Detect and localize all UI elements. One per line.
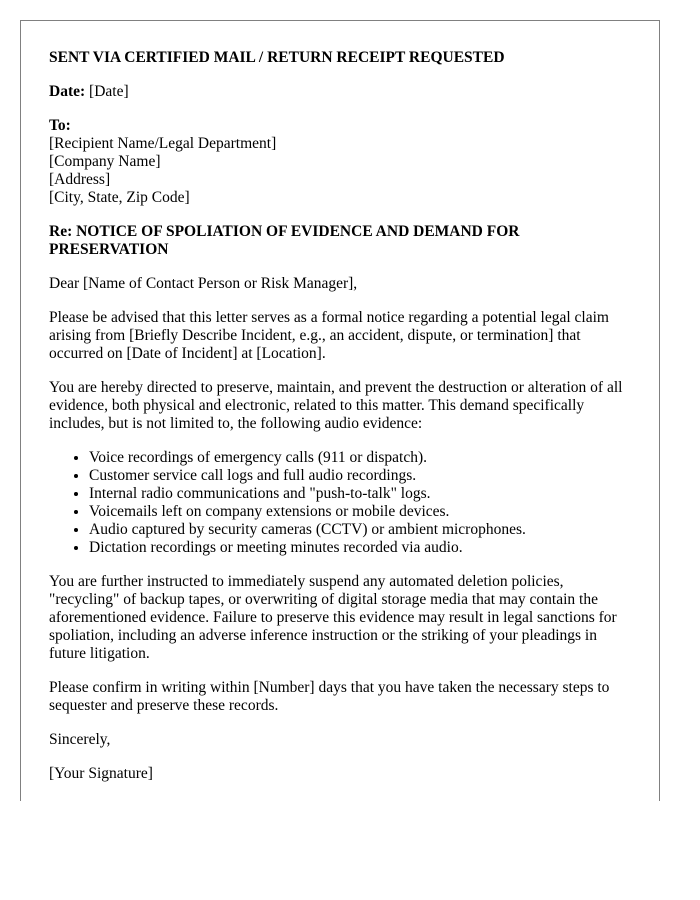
subject-line-part-2: PRESERVATION — [49, 241, 169, 258]
letter-page — [20, 20, 660, 801]
signature: [Your Signature] — [49, 765, 153, 782]
to-label: To: — [49, 117, 71, 134]
list-item: • Customer service call logs and full audio recordings. — [89, 467, 631, 485]
list-item: • Audio captured by security cameras (CCTV) or ambient microphones. — [89, 521, 631, 539]
paragraph-confirmation-request: Please confirm in writing within [Number] days that you have taken the necessary steps to sequester and preserve these records. — [49, 679, 610, 714]
paragraph-suspend-deletion: You are further instructed to immediately suspend any automated deletion policies, "recycling" of backup tapes, or overwriting of digital storage media that may contain the aforementioned evidence. Failure to preserve this evidence may result in legal sanctions for spoliation, including an adverse inference instruction or the striking of your pleadings in future litigation. — [49, 573, 617, 662]
subject-line-part-1: Re: NOTICE OF SPOLIATION OF EVIDENCE AND DEMAND FOR — [49, 223, 520, 240]
closing: Sincerely, — [49, 731, 111, 748]
recipient-company: [Company Name] — [49, 153, 161, 170]
recipient-name: [Recipient Name/Legal Department] — [49, 135, 277, 152]
date-line — [49, 83, 631, 101]
list-item: • Voice recordings of emergency calls (911 or dispatch). — [89, 449, 631, 467]
salutation: Dear [Name of Contact Person or Risk Manager], — [49, 275, 358, 292]
list-item: • Voicemails left on company extensions or mobile devices. — [89, 503, 631, 521]
list-item: • Dictation recordings or meeting minutes recorded via audio. — [89, 539, 631, 557]
paragraph-incident-notice: Please be advised that this letter serves as a formal notice regarding a potential legal claim arising from [Briefly Describe Incident, e.g., an accident, dispute, or termination] that occurred on [Date of Incident] at [Location]. — [49, 309, 609, 362]
paragraph-preservation-demand: You are hereby directed to preserve, maintain, and prevent the destruction or alteration of all evidence, both physical and electronic, related to this matter. This demand specifically includes, but is not limited to, the following audio evidence: — [49, 379, 623, 432]
date-value: [Date] — [89, 83, 129, 100]
list-item: • Internal radio communications and "push-to-talk" logs. — [89, 485, 631, 503]
date-label: Date: — [49, 83, 86, 100]
mailing-header: SENT VIA CERTIFIED MAIL / RETURN RECEIPT REQUESTED — [49, 49, 505, 66]
recipient-address: [Address] — [49, 171, 111, 188]
recipient-city-state-zip: [City, State, Zip Code] — [49, 189, 190, 206]
subject-line — [49, 223, 631, 259]
audio-evidence-list — [49, 449, 631, 557]
